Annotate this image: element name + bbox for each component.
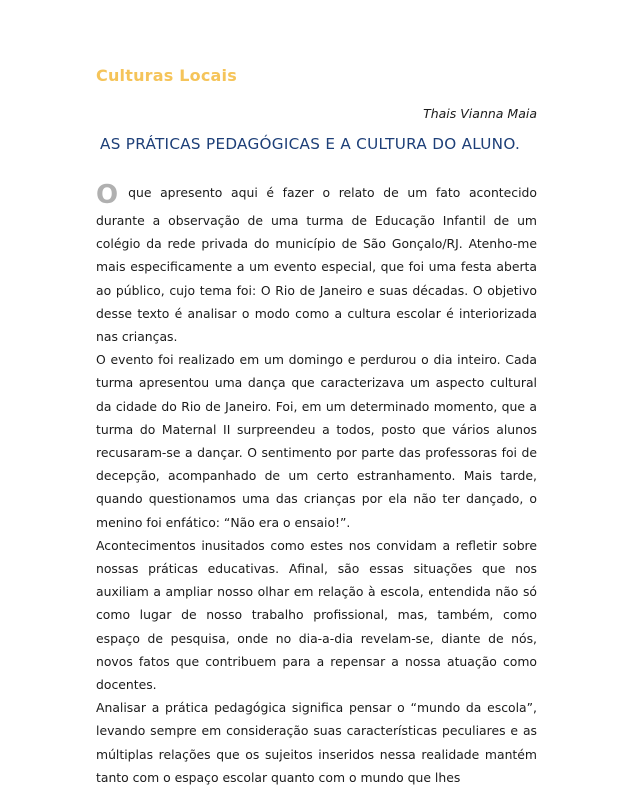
paragraph-4: Analisar a prática pedagógica significa pensar o “mundo da escola”, levando sempre em consideração suas características peculiares e as múltiplas relações que os sujeitos inseridos nessa realidade mantém tanto com o espaço escolar quanto com o mundo que lhes xyxy=(96,700,537,785)
paragraph-3: Acontecimentos inusitados como estes nos convidam a refletir sobre nossas práticas educativas. Afinal, são essas situações que nos auxiliam a ampliar nosso olhar em relação à escola, entendida não só como lugar de nosso trabalho profissional, mas, também, como espaço de pesquisa, onde no dia-a-dia revelam-se, diante de nós, novos fatos que contribuem para a repensar a nossa atuação como docentes. xyxy=(96,537,537,693)
drop-cap: O xyxy=(96,180,119,210)
article-title: AS PRÁTICAS PEDAGÓGICAS E A CULTURA DO ALUNO. xyxy=(100,135,521,153)
first-line-text: que apresento aqui é fazer o relato de um fato acontecido xyxy=(128,184,537,200)
section-title: Culturas Locais xyxy=(96,66,237,85)
article-body xyxy=(96,172,537,789)
first-line xyxy=(96,172,537,210)
paragraph-2: O evento foi realizado em um domingo e perdurou o dia inteiro. Cada turma apresentou uma dança que caracterizava um aspecto cultural da cidade do Rio de Janeiro. Foi, em um determinado momento, que a turma do Maternal II surpreendeu a todos, posto que vários alunos recusaram-se a dançar. O sentimento por parte das professoras foi de decepção, acompanhado de um certo estranhamento. Mais tarde, quando questionamos uma das crianças por ela não ter dançado, o menino foi enfático: “Não era o ensaio!”. xyxy=(96,352,537,530)
author-name: Thais Vianna Maia xyxy=(423,106,537,121)
paragraph-1: durante a observação de uma turma de Educação Infantil de um colégio da rede privada do município de São Gonçalo/RJ. Atenho-me mais especificamente a um evento especial, que foi uma festa aberta ao público, cujo tema foi: O Rio de Janeiro e suas décadas. O objetivo desse texto é analisar o modo como a cultura escolar é interiorizada nas crianças. xyxy=(96,213,537,345)
